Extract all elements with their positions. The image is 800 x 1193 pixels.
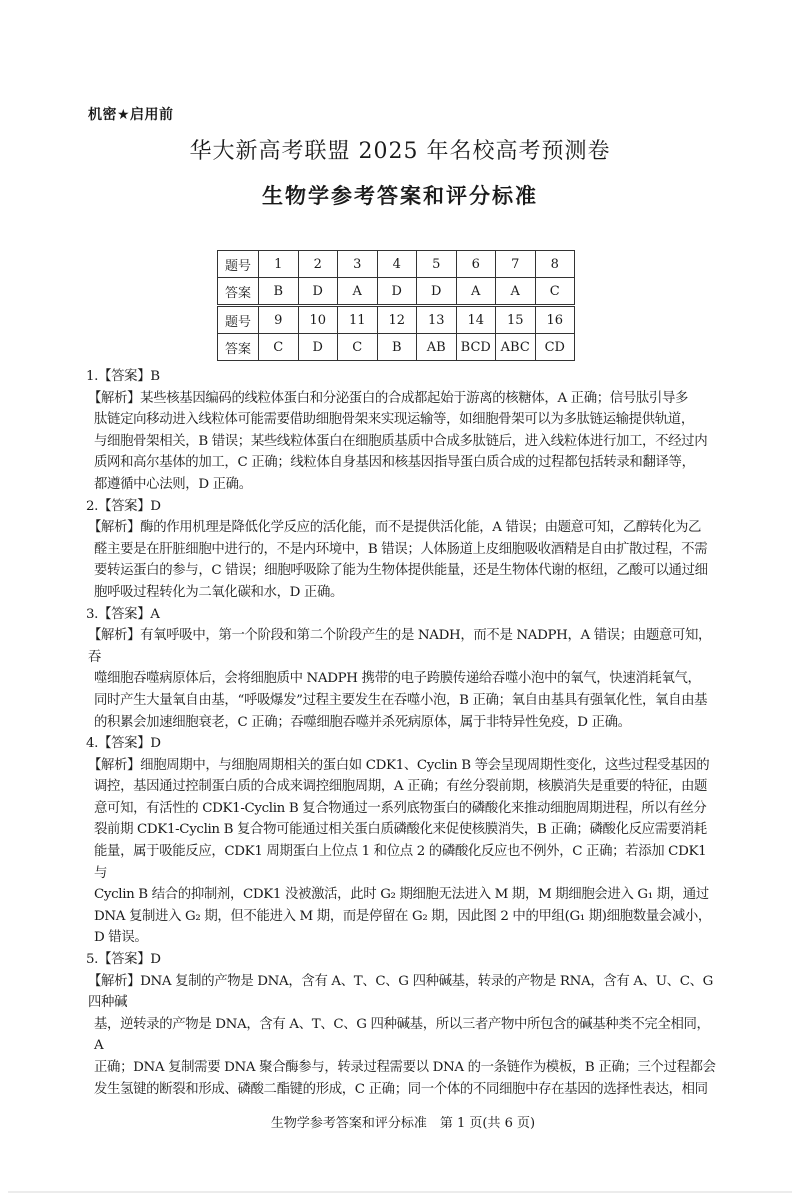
answer-cell: D [298,278,338,306]
answer-cell: A [338,278,378,306]
answer-cell: C [259,334,299,361]
question-number-cell: 12 [377,306,417,334]
explanation-line: 醛主要是在肝脏细胞中进行的，不是内环境中，B 错误；人体肠道上皮细胞吸收酒精是自由扩散过程，不需 [94,541,708,557]
answer-heading: 4.【答案】D [86,736,161,752]
answer-heading: 5.【答案】D [86,952,161,968]
explanation-line: 发生氢键的断裂和形成、磷酸二酯键的形成，C 正确；同一个体的不同细胞中存在基因的选择性表达，相同 [94,1081,708,1097]
answer-cell: B [377,334,417,361]
answer-cell: AB [417,334,457,361]
question-number-cell: 6 [456,251,496,278]
explanation-line: D 错误。 [94,930,148,946]
answer-cell: D [377,278,417,306]
explanation-line: 的积累会加速细胞衰老，C 正确；吞噬细胞吞噬并杀死病原体，属于非特异性免疫，D 正确。 [94,714,631,730]
question-number-cell: 9 [259,306,299,334]
question-number-cell: 16 [535,306,575,334]
explanation-line: 与细胞骨架相关，B 错误；某些线粒体蛋白在细胞质基质中合成多肽链后，进入线粒体进行加工，不经过内 [94,433,708,449]
answer-cell: CD [535,334,575,361]
question-number-cell: 10 [298,306,338,334]
answer-cell: A [496,278,536,306]
explanation-line: 调控，基因通过控制蛋白质的合成来调控细胞周期，A 正确；有丝分裂前期，核膜消失是重要的特征，由题 [94,779,708,795]
question-number-cell: 5 [417,251,457,278]
explanation-line: 噬细胞吞噬病原体后，会将细胞质中 NADPH 携带的电子跨膜传递给吞噬小泡中的氧气，快速消耗氧气， [94,671,701,687]
explanation-line: 都遵循中心法则，D 正确。 [94,476,252,492]
page-footer: 生物学参考答案和评分标准 第 1 页(共 6 页) [270,1116,536,1132]
explanation-line: 同时产生大量氧自由基，“呼吸爆发”过程主要发生在吞噬小泡，B 正确；氧自由基具有强氧化性，氧自由基 [94,692,708,708]
answer-cell: ABC [496,334,536,361]
document-subtitle: 生物学参考答案和评分标准 [262,184,538,208]
question-block [88,949,718,1100]
explanations [88,366,718,1100]
question-block [88,366,718,496]
question-number-cell: 1 [259,251,299,278]
answer-heading: 1.【答案】B [86,369,160,384]
question-number-cell: 3 [338,251,378,278]
explanation-line: 意可知，有活性的 CDK1-Cyclin B 复合物通过一系列底物蛋白的磷酸化来推动细胞周期进程，所以有丝分 [94,800,707,816]
row-label: 答案 [218,278,259,306]
question-number-cell: 7 [496,251,536,278]
question-number-cell: 8 [535,251,575,278]
question-block [88,733,718,949]
question-block [88,496,718,604]
explanation-line: 【解析】某些核基因编码的线粒体蛋白和分泌蛋白的合成都起始于游离的核糖体，A 正确；信号肽引导多 [88,390,689,406]
question-block [88,604,718,734]
answer-cell: C [535,278,575,306]
row-label: 答案 [218,334,259,361]
explanation-line: 【解析】有氧呼吸中，第一个阶段和第二个阶段产生的是 NADH，而不是 NADPH，A 错误；由题意可知，吞 [88,628,712,665]
explanation-line: 【解析】酶的作用机理是降低化学反应的活化能，而不是提供活化能，A 错误；由题意可知，乙醇转化为乙 [88,520,702,536]
question-number-cell: 13 [417,306,457,334]
question-number-cell: 11 [338,306,378,334]
question-number-cell: 4 [377,251,417,278]
explanation-line: 要转运蛋白的参与，C 错误；细胞呼吸除了能为生物体提供能量，还是生物体代谢的枢纽，乙酸可以通过细 [94,563,708,579]
answer-cell: D [417,278,457,306]
answer-cell: BCD [456,334,496,361]
explanation-line: Cyclin B 结合的抑制剂，CDK1 没被激活，此时 G₂ 期细胞无法进入 M 期，M 期细胞会进入 G₁ 期，通过 [94,887,709,903]
row-label: 题号 [218,306,259,334]
explanation-line: 能量，属于吸能反应，CDK1 周期蛋白上位点 1 和位点 2 的磷酸化反应也不例外，C 正确；若添加 CDK1 与 [94,844,707,881]
confidential-label: 机密★启用前 [88,107,174,123]
question-number-cell: 14 [456,306,496,334]
row-label: 题号 [218,251,259,278]
explanation-line: 质网和高尔基体的加工，C 正确；线粒体自身基因和核基因指导蛋白质合成的过程都包括转录和翻译等， [94,455,695,471]
answer-cell: D [298,334,338,361]
answer-cell: A [456,278,496,306]
explanation-line: 肽链定向移动进入线粒体可能需要借助细胞骨架来实现运输等，如细胞骨架可以为多肽链运输提供轨道， [94,412,694,428]
explanation-line: 裂前期 CDK1-Cyclin B 复合物可能通过相关蛋白质磷酸化来促使核膜消失，B 正确；磷酸化反应需要消耗 [94,822,707,838]
explanation-line: 正确；DNA 复制需要 DNA 聚合酶参与，转录过程需要以 DNA 的一条链作为模板，B 正确；三个过程都会 [94,1060,716,1075]
answer-heading: 3.【答案】A [86,606,160,622]
explanation-line: 【解析】DNA 复制的产物是 DNA，含有 A、T、C、G 四种碱基，转录的产物是 RNA，含有 A、U、C、G 四种碱 [88,973,713,1011]
question-number-cell: 15 [496,306,536,334]
explanation-line: 基，逆转录的产物是 DNA，含有 A、T、C、G 四种碱基，所以三者产物中所包含的碱基种类不完全相同，A [94,1016,710,1054]
explanation-line: 胞呼吸过程转化为二氧化碳和水，D 正确。 [94,584,344,600]
explanation-line: DNA 复制进入 G₂ 期，但不能进入 M 期，而是停留在 G₂ 期，因此图 2 中的甲组(G₁ 期)细胞数量会减小， [94,908,711,924]
answer-heading: 2.【答案】D [86,498,161,514]
question-number-cell: 2 [298,251,338,278]
answer-cell: B [259,278,299,306]
exam-title: 华大新高考联盟 2025 年名校高考预测卷 [189,139,611,164]
explanation-line: 【解析】细胞周期中，与细胞周期相关的蛋白如 CDK1、Cyclin B 等会呈现周期性变化，这些过程受基因的 [88,757,710,773]
answer-cell: C [338,334,378,361]
